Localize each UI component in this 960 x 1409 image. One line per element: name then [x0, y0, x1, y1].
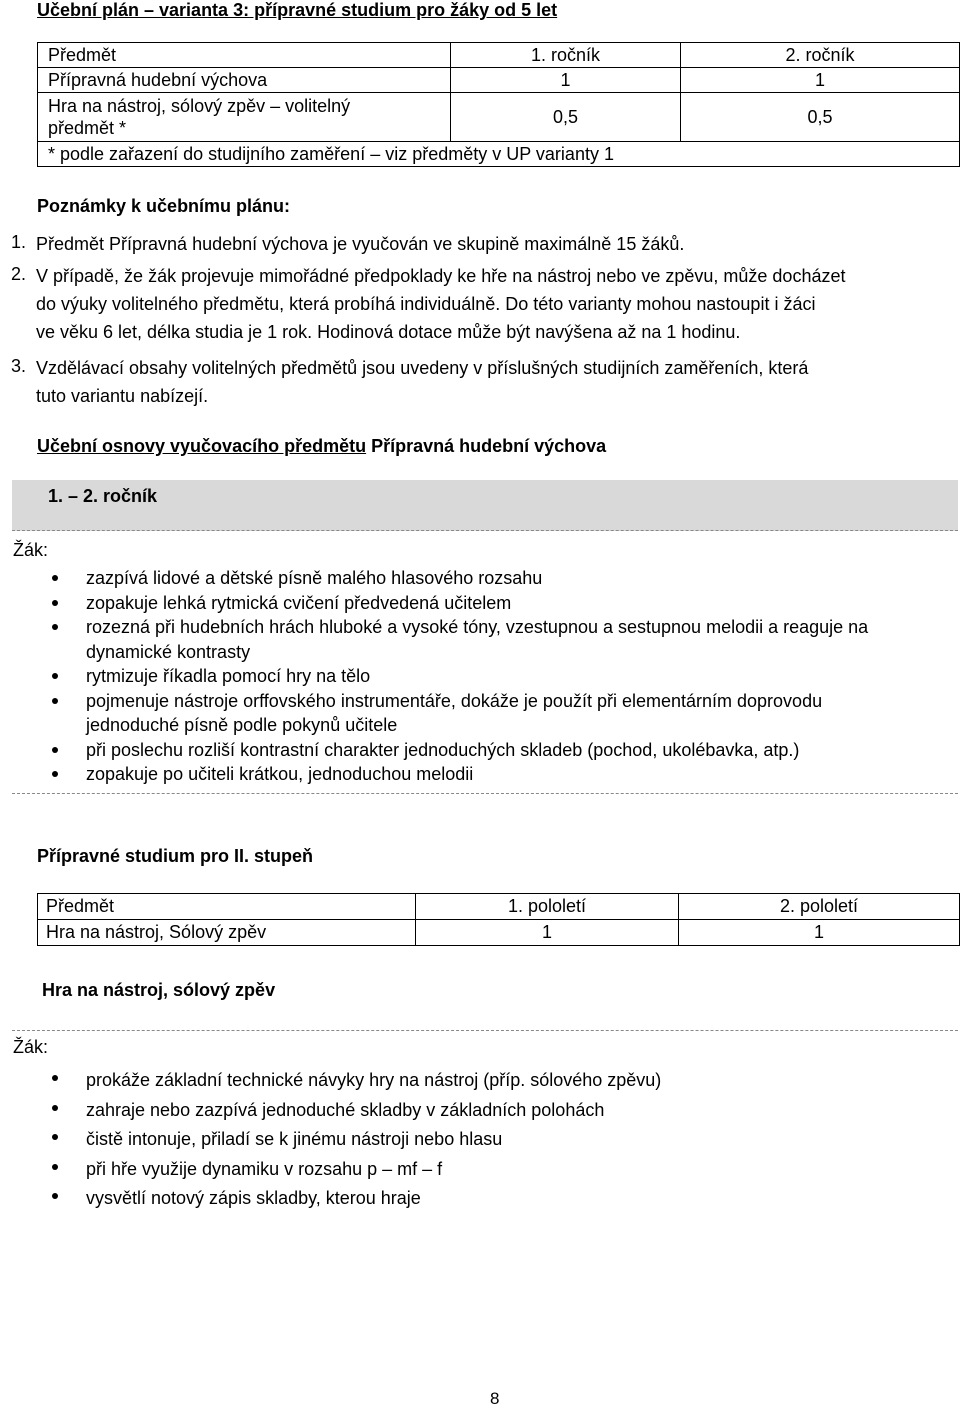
- table-header-row: [38, 43, 960, 68]
- section2-title: Přípravné studium pro II. stupeň: [37, 846, 314, 866]
- row-year1: 1: [451, 68, 681, 93]
- note-line: do výuky volitelného předmětu, která probíhá individuálně. Do této varianty mohou nastoupit i žáci: [36, 294, 816, 314]
- pupil-label: Žák:: [13, 540, 49, 560]
- list-item: vysvětlí notový zápis skladby, kterou hraje: [48, 1184, 928, 1214]
- note-line: V případě, že žák projevuje mimořádné předpoklady ke hře na nástroj nebo ve zpěvu, může docházet: [36, 266, 846, 286]
- curriculum-title-rest: Přípravná hudební výchova: [366, 436, 607, 456]
- row-subject: Hra na nástroj, Sólový zpěv: [38, 920, 416, 946]
- row-subject-multiline: [38, 93, 451, 142]
- row-year2: 1: [681, 68, 960, 93]
- list-item: prokáže základní technické návyky hry na nástroj (příp. sólového zpěvu): [48, 1066, 928, 1096]
- list-item: [48, 689, 846, 738]
- col-year2-header: 2. ročník: [681, 43, 960, 68]
- list-item: zopakuje po učiteli krátkou, jednoduchou melodii: [48, 762, 928, 787]
- outcomes-list: [48, 1066, 928, 1214]
- pupil-label: Žák:: [13, 1037, 49, 1057]
- grade-label: 1. – 2. ročník: [48, 486, 158, 506]
- note-text: [36, 354, 951, 410]
- study-plan-table: [37, 42, 960, 167]
- list-item: čistě intonuje, přiladí se k jinému nástroji nebo hlasu: [48, 1125, 928, 1155]
- section-divider: [12, 1030, 958, 1031]
- row-subject-line1: Hra na nástroj, sólový zpěv – volitelný: [48, 96, 351, 116]
- row-subject-line2: předmět *: [48, 118, 127, 138]
- list-item: při poslechu rozliší kontrastní charakter jednoduchých skladeb (pochod, ukolébavka, atp.): [48, 738, 928, 763]
- list-item: zazpívá lidové a dětské písně malého hlasového rozsahu: [48, 566, 928, 591]
- note-number: 1.: [11, 232, 27, 252]
- page-heading: [37, 0, 557, 21]
- note-number: 3.: [11, 356, 27, 376]
- notes-title: Poznámky k učebnímu plánu:: [37, 196, 291, 216]
- list-item-text: rozezná při hudebních hrách hluboké a vysoké tóny, vzestupnou a sestupnou melodii a reaguje na dynamické kontrasty: [86, 617, 869, 662]
- col-subject-header: Předmět: [38, 43, 451, 68]
- page-number: 8: [490, 1389, 500, 1408]
- row-year1: 0,5: [451, 93, 681, 142]
- table-footnote-row: [38, 142, 960, 167]
- list-item: zahraje nebo zazpívá jednoduché skladby v základních polohách: [48, 1096, 928, 1126]
- table-footnote: * podle zařazení do studijního zaměření – viz předměty v UP varianty 1: [38, 142, 960, 167]
- note-text: Předmět Přípravná hudební výchova je vyučován ve skupině maximálně 15 žáků.: [36, 234, 685, 254]
- curriculum-title-underlined: Učební osnovy vyučovacího předmětu: [37, 436, 367, 456]
- col-sem2-header: 2. pololetí: [679, 894, 960, 920]
- heading-rest: přípravné studium pro žáky od 5 let: [249, 0, 558, 20]
- row-subject: Přípravná hudební výchova: [38, 68, 451, 93]
- row-sem1: 1: [416, 920, 679, 946]
- list-item: při hře využije dynamiku v rozsahu p – mf – f: [48, 1155, 928, 1185]
- note-text: [36, 262, 951, 346]
- table-row: [38, 920, 960, 946]
- heading-underlined: Učební plán – varianta 3:: [37, 0, 250, 20]
- curriculum2-title: Hra na nástroj, sólový zpěv: [42, 980, 276, 1000]
- semester-table: [37, 893, 960, 946]
- col-subject-header: Předmět: [38, 894, 416, 920]
- row-year2: 0,5: [681, 93, 960, 142]
- section-divider: [12, 793, 958, 794]
- table-row: [38, 68, 960, 93]
- note-line: Vzdělávací obsahy volitelných předmětů jsou uvedeny v příslušných studijních zaměřeních, která: [36, 358, 809, 378]
- col-sem1-header: 1. pololetí: [416, 894, 679, 920]
- list-item: zopakuje lehká rytmická cvičení předvedená učitelem: [48, 591, 928, 616]
- list-item: [48, 615, 906, 664]
- row-sem2: 1: [679, 920, 960, 946]
- curriculum-title: [37, 436, 606, 457]
- note-line: ve věku 6 let, délka studia je 1 rok. Hodinová dotace může být navýšena až na 1 hodinu.: [36, 322, 741, 342]
- note-number: 2.: [11, 264, 27, 284]
- list-item-text: pojmenuje nástroje orffovského instrumentáře, dokáže je použít při elementárním doprovodu jednoduché písně podle pokynů učitele: [86, 690, 823, 735]
- table-header-row: [38, 894, 960, 920]
- outcomes-list: [48, 566, 928, 787]
- table-row: [38, 93, 960, 142]
- note-line: tuto variantu nabízejí.: [36, 386, 209, 406]
- col-year1-header: 1. ročník: [451, 43, 681, 68]
- list-item: rytmizuje říkadla pomocí hry na tělo: [48, 664, 928, 689]
